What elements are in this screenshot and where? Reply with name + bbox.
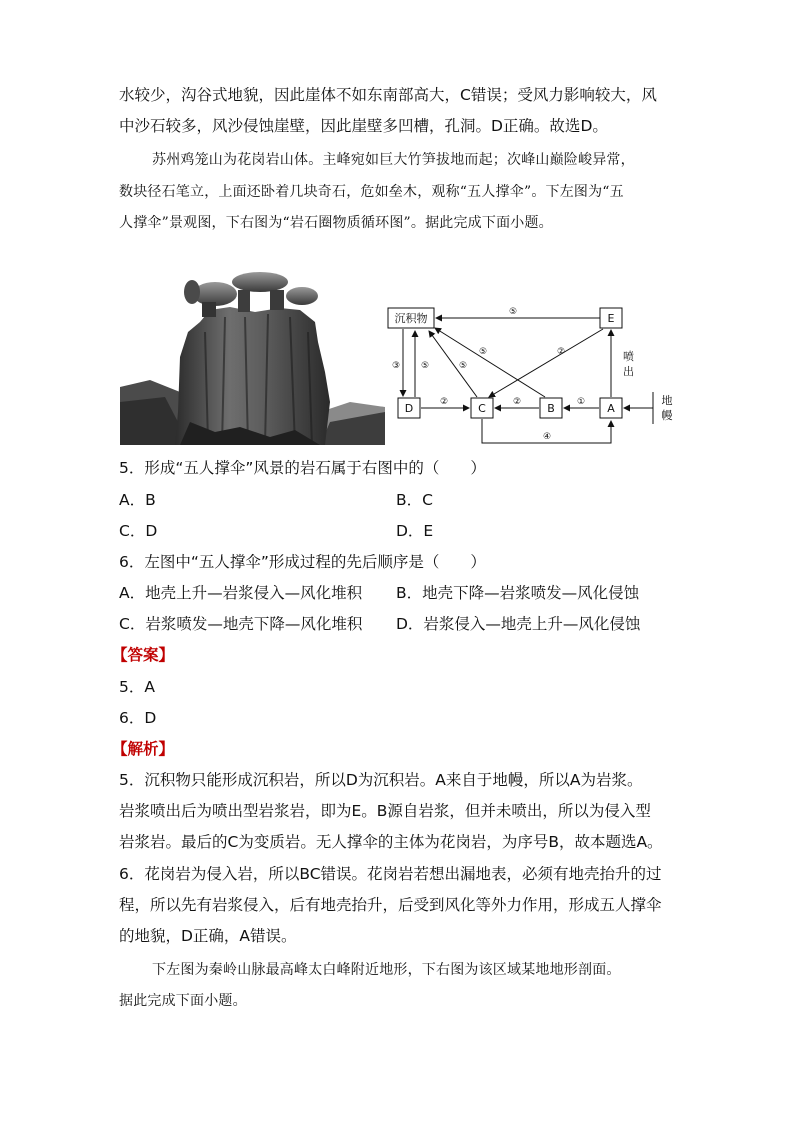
analysis-line: 岩浆喷出后为喷出型岩浆岩，即为E。B源自岩浆，但并未喷出，所以为侵入型 [119, 802, 651, 820]
q5-option-b: B．C [396, 491, 433, 509]
arrow-num: ① [576, 397, 586, 407]
mantle-label: 地 [661, 394, 673, 407]
analysis-line: 岩浆岩。最后的C为变质岩。无人撑伞的主体为花岗岩，为序号B，故本题选A。 [119, 833, 663, 851]
box-c-label: C [478, 402, 486, 415]
outro-line: 据此完成下面小题。 [119, 993, 247, 1009]
arrow-num: ④ [542, 432, 552, 442]
q6-option-b: B．地壳下降—岩浆喷发—风化侵蚀 [396, 584, 640, 602]
box-d-label: D [404, 402, 414, 415]
q5-option-c: C．D [119, 522, 158, 540]
q5-option-a: A．B [119, 491, 156, 509]
analysis-heading: 【解析】 [112, 740, 175, 758]
arrow-num: ⑤ [420, 361, 430, 371]
q5-option-d: D．E [396, 522, 434, 540]
arrow-num: ⑤ [508, 307, 518, 317]
answer-heading: 【答案】 [112, 646, 175, 664]
arrow-num: ② [439, 397, 449, 407]
rock-landscape-photo [120, 262, 385, 445]
arrow-num: ② [512, 397, 522, 407]
box-b-label: B [547, 402, 555, 415]
analysis-line: 6．花岗岩为侵入岩，所以BC错误。花岗岩若想出漏地表，必须有地壳抬升的过 [119, 865, 662, 883]
arrow-num: ⑤ [458, 361, 468, 371]
box-a-label: A [607, 402, 615, 415]
q6-option-d: D．岩浆侵入—地壳上升—风化侵蚀 [396, 615, 641, 633]
q6-option-c: C．岩浆喷发—地壳下降—风化堆积 [119, 615, 363, 633]
answer-line: 5．A [119, 678, 155, 696]
question-6-stem: 6．左图中“五人撑伞”形成过程的先后顺序是（ ） [119, 553, 486, 571]
box-e-label: E [607, 312, 615, 325]
outro-line: 下左图为秦岭山脉最高峰太白峰附近地形，下右图为该区域某地地形剖面。 [152, 962, 621, 978]
eruption-label: 出 [623, 365, 634, 378]
analysis-line: 的地貌，D正确，A错误。 [119, 927, 297, 945]
mantle-label: 幔 [661, 409, 673, 422]
eruption-label: 喷 [623, 350, 634, 363]
arrow-num: ③ [391, 361, 401, 371]
intro-line: 数块径石笔立，上面还卧着几块奇石，危如垒木，观称“五人撑伞”。下左图为“五 [119, 184, 624, 200]
analysis-line: 程，所以先有岩浆侵入，后有地壳抬升，后受到风化等外力作用，形成五人撑伞 [119, 896, 662, 914]
question-5-stem: 5．形成“五人撑伞”风景的岩石属于右图中的（ ） [119, 459, 486, 477]
text-line: 中沙石较多，风沙侵蚀崖壁，因此崖壁多凹槽，孔洞。D正确。故选D。 [119, 117, 608, 135]
q6-option-a: A．地壳上升—岩浆侵入—风化堆积 [119, 584, 363, 602]
rock-cycle-diagram [385, 300, 685, 450]
text-line: 水较少，沟谷式地貌，因此崖体不如东南部高大，C错误；受风力影响较大，风 [119, 86, 657, 104]
answer-line: 6．D [119, 709, 157, 727]
intro-line: 苏州鸡笼山为花岗岩山体。主峰宛如巨大竹笋拔地而起；次峰山巅险峻异常， [152, 152, 635, 168]
arrow-num: ② [556, 347, 566, 357]
sediment-label: 沉积物 [394, 312, 428, 325]
arrow-num: ⑤ [478, 347, 488, 357]
intro-line: 人撑伞”景观图，下右图为“岩石圈物质循环图”。据此完成下面小题。 [119, 215, 553, 231]
analysis-line: 5．沉积物只能形成沉积岩，所以D为沉积岩。A来自于地幔，所以A为岩浆。 [119, 771, 643, 789]
